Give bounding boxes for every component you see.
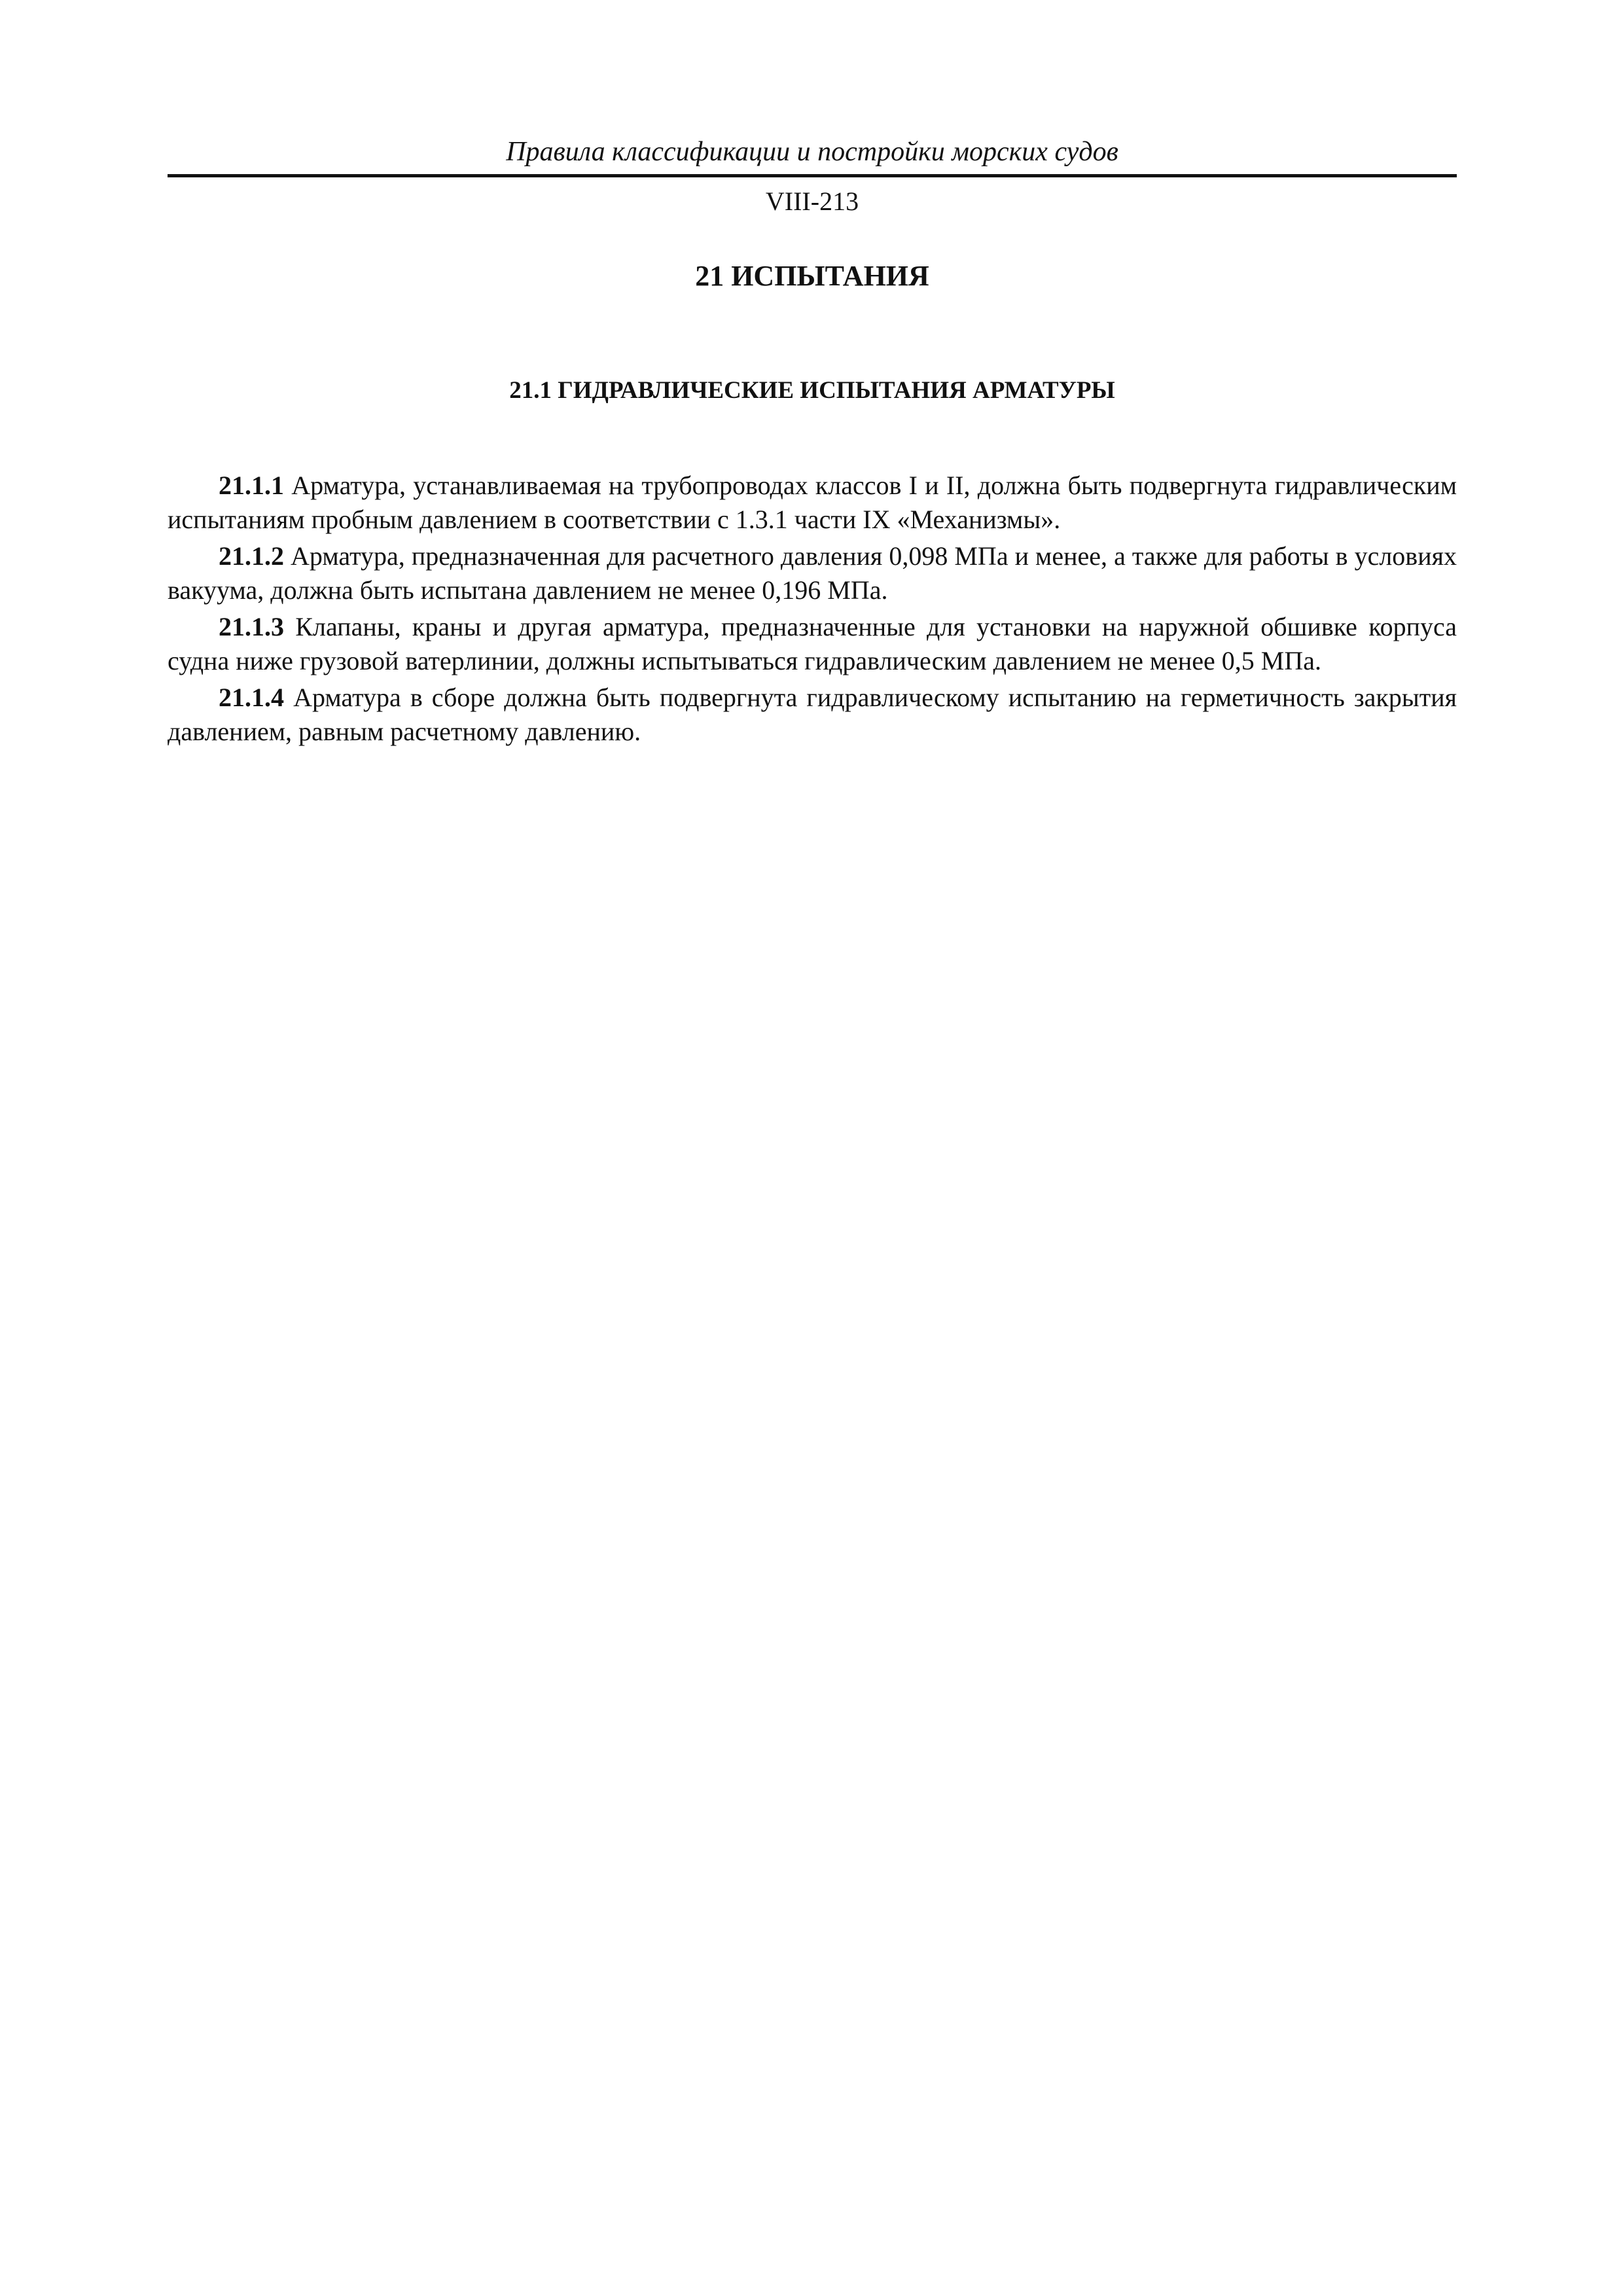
chapter-title: 21 ИСПЫТАНИЯ [695,260,929,292]
paragraph-number: 21.1.1 [219,471,284,500]
paragraph-21-1-4 [168,681,1457,749]
paragraph-text: Клапаны, краны и другая арматура, предназначенные для установки на наружной обшивке корпуса судна ниже грузовой ватерлинии, должны испытываться гидравлическим давлением не менее 0,5 МПа. [168,612,1457,675]
running-header-title: Правила классификации и постройки морских судов [506,137,1118,167]
page-number: VIII-213 [765,187,859,216]
paragraph-text: Арматура в сборе должна быть подвергнута гидравлическому испытанию на герметичность закрытия давлением, равным расчетному давлению. [168,683,1457,746]
header-rule [168,174,1457,177]
section-title: 21.1 ГИДРАВЛИЧЕСКИЕ ИСПЫТАНИЯ АРМАТУРЫ [509,377,1115,404]
paragraph-text: Арматура, устанавливаемая на трубопроводах классов I и II, должна быть подвергнута гидравлическим испытаниям пробным давлением в соответствии с 1.3.1 части IX «Механизмы». [168,471,1457,534]
paragraph-number: 21.1.3 [219,612,284,641]
paragraph-21-1-2 [168,539,1457,607]
paragraph-number: 21.1.2 [219,541,284,571]
paragraph-number: 21.1.4 [219,683,284,712]
paragraph-21-1-1 [168,469,1457,537]
body-text [168,469,1457,751]
paragraph-text: Арматура, предназначенная для расчетного давления 0,098 МПа и менее, а также для работы в условиях вакуума, должна быть испытана давлением не менее 0,196 МПа. [168,541,1457,605]
paragraph-21-1-3 [168,610,1457,678]
